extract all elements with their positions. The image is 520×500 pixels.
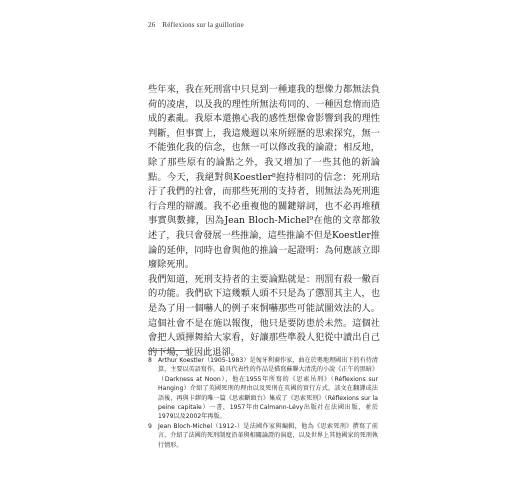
page-number: 26 [148, 21, 156, 29]
footnote-text: Jean Bloch-Michel（1912-）是法國作家與編輯，他為《思索死刑》撰寫了前言，介紹了法國的死刑制度沿革與相關論證的演進，以及世界上其他國家的死刑執行情形。 [158, 422, 378, 449]
running-title: Réflexions sur la guillotine [162, 21, 244, 29]
body-paragraph: 我們知道，死刑支持者的主要論點就是：刑罰有殺一儆百的功能。我們砍下這幾顆人頭不只是為了懲罰其主人，也是為了用一個嚇人的例子來恫嚇那些可能試圖效法的人。這個社會不是在施以報復，他只是要防患於未然。這個社會把人頭揮舞給大家看，好讓那些準殺人犯從中讀出自己的下場，並因此退卻。 [148, 273, 380, 358]
footnote-number: 8 [148, 357, 152, 364]
footnote [148, 356, 378, 422]
body-text [148, 83, 380, 360]
footnote [148, 422, 378, 450]
footnotes [148, 356, 378, 450]
body-paragraph: 些年來，我在死刑當中只見到一種連我的想像力都無法負荷的凌虐，以及我的理性所無法苟同的、一種因怠惰而造成的紊亂。我原本還擔心我的感性想像會影響到我的理性判斷，但事實上，我這幾週以來所經歷的思索探究，無一不能強化我的信念，也無一可以修改我的論證；相反地，除了那些原有的論點之外，我又增加了一些其他的新論點。今天，我絕對與Koestler⁸抱持相同的信念：死刑玷汙了我們的社會，而那些死刑的支持者，則無法為死刑進行合理的辯護。我不必重複他的關鍵辯詞，也不必再堆積事實與數據，因為Jean Bloch-Michel⁹在他的文章都敘述了，我只會發展一些推論，這些推論不但是Koestler推論的延伸，同時也會與他的推論一起證明：為何應該立即廢除死刑。 [148, 84, 380, 271]
footnote-number: 9 [148, 422, 152, 430]
footnote-separator [148, 350, 188, 351]
running-header [148, 21, 244, 29]
footnote-text: Arthur Koestler（1905-1983）是匈牙利裔作家，曲在於奧地理國出下的有待清算，主要以英語寫作，最具代表性的作品是描寫蘇聯大清洗的小說《正午的黑暗》（Darkness at Noon），他在1955年所寫的《思索吊刑》（Réflexions sur Hanging）介紹了英國死刑的理由以及死刑在英國的實行方式，該文在翻譯成法語後，再與卡繆的唯一篇《思索斷頭台》集成了《思索死刑》（Réflexions sur la peine capitale）一書，1957年由Calmann-Lévy出版社在法國出版，並於1979以及2002年再版。 [158, 357, 378, 421]
